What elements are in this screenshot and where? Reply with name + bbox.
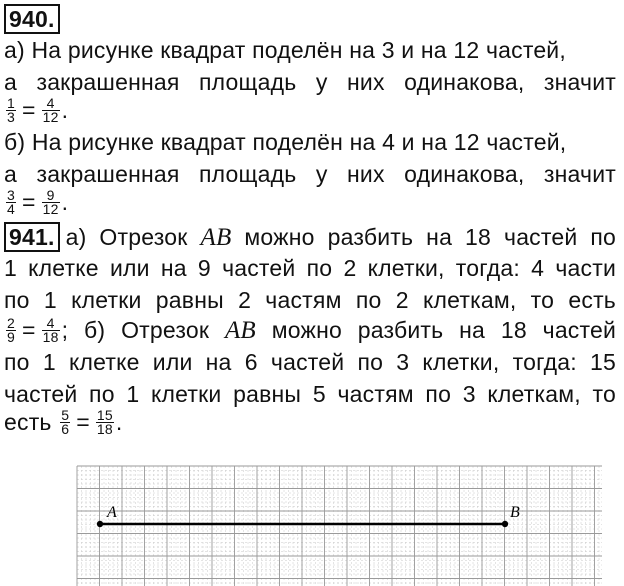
problem-941-line3: по 1 клетки равны 2 частям по 2 клеткам, то есть xyxy=(4,287,616,313)
problem-941-line4: $\frac{2}{9}$ = $\frac{4}{18}$ ; б) Отрезок AB можно разбить на 18 частей xyxy=(7,315,617,346)
problem-941-line2: 1 клетке или на 9 частей по 2 клетки, тогда: 4 части xyxy=(4,255,616,281)
fraction: $\frac{1}{3}$ xyxy=(7,95,15,126)
problem-940-a-equation: $\frac{1}{3}$ = $\frac{4}{12}$ . xyxy=(7,95,69,126)
point-a xyxy=(97,521,103,527)
problem-940-number: 940. xyxy=(4,4,60,34)
fraction: $\frac{4}{12}$ xyxy=(42,95,59,126)
problem-940-a-line2: а закрашенная площадь у них одинакова, значит xyxy=(4,69,616,95)
problem-940-a-line1: а) На рисунке квадрат поделён на 3 и на 12 частей, xyxy=(4,37,566,63)
problem-941-line7: есть $\frac{5}{6}$ = $\frac{15}{18}$ . xyxy=(4,407,123,438)
problem-940-number-line xyxy=(4,4,66,34)
fraction: $\frac{9}{12}$ xyxy=(42,187,59,218)
fraction: $\frac{5}{6}$ xyxy=(61,407,70,438)
label-a: A xyxy=(107,504,117,521)
problem-941-line6: частей по 1 клетки равны 5 частям по 3 клеткам, то xyxy=(4,381,616,407)
point-b xyxy=(502,521,508,527)
problem-941-line1: 941. а) Отрезок AB можно разбить на 18 частей по xyxy=(4,222,616,252)
label-b: B xyxy=(510,504,520,521)
fraction: $\frac{2}{9}$ xyxy=(7,315,15,346)
problem-940-b-line1: б) На рисунке квадрат поделён на 4 и на 12 частей, xyxy=(4,129,567,155)
problem-941-line5: по 1 клетке или на 6 частей по 3 клетки, тогда: 15 xyxy=(4,349,616,375)
fraction: $\frac{4}{18}$ xyxy=(42,315,59,346)
fraction: $\frac{15}{18}$ xyxy=(96,407,113,438)
problem-940-b-equation: $\frac{3}{4}$ = $\frac{9}{12}$ . xyxy=(7,187,69,218)
fraction: $\frac{3}{4}$ xyxy=(7,187,15,218)
problem-940-b-line2: а закрашенная площадь у них одинакова, значит xyxy=(4,161,616,187)
grid-lines xyxy=(77,466,602,586)
problem-941-number: 941. xyxy=(4,222,60,252)
grid-figure xyxy=(0,456,624,586)
